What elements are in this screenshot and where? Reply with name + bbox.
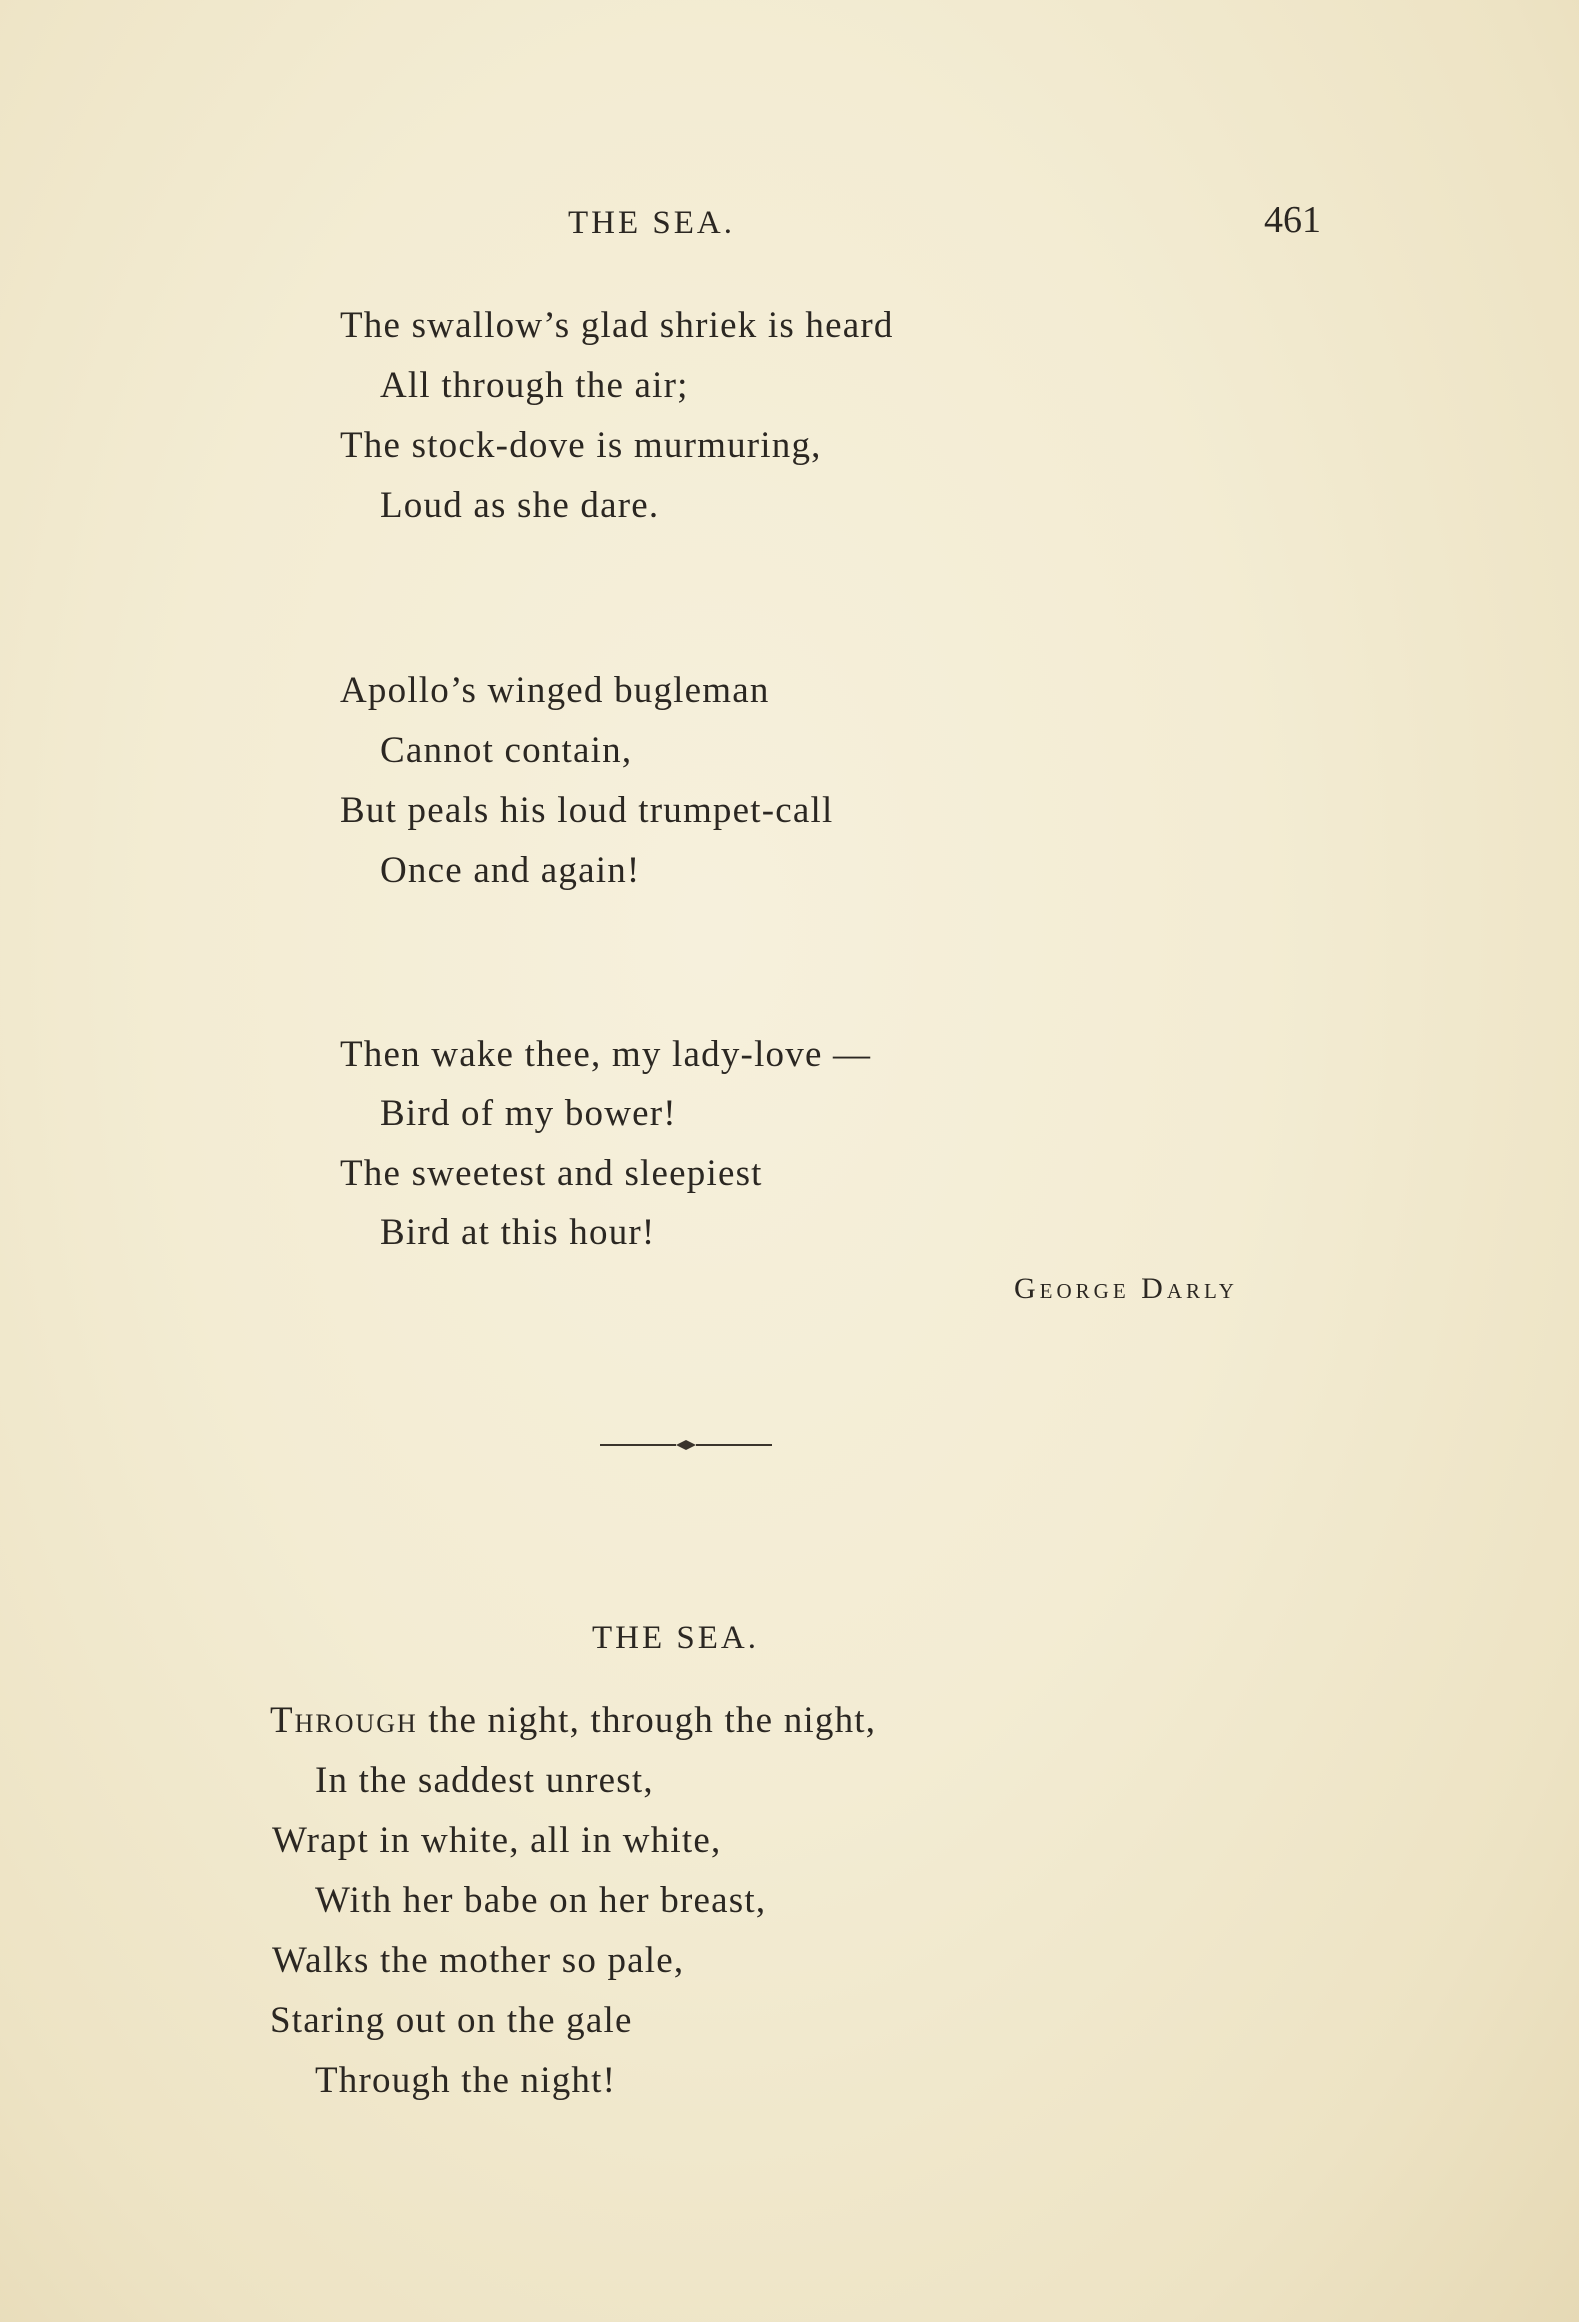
poem-first-word: Through	[270, 1700, 418, 1741]
section-divider-ornament	[600, 1438, 772, 1452]
page-number: 461	[1264, 199, 1321, 241]
poem-line: In the saddest unrest,	[315, 1760, 654, 1801]
poem-title: THE SEA.	[592, 1620, 759, 1656]
poem-line: Staring out on the gale	[270, 2000, 633, 2041]
running-title: THE SEA.	[568, 205, 735, 241]
poem-line: With her babe on her breast,	[315, 1880, 767, 1921]
poem-line: Through the night!	[315, 2060, 617, 2101]
poem-line: The sweetest and sleepiest	[340, 1153, 763, 1194]
poem-line: The stock-dove is murmuring,	[340, 425, 822, 466]
poem-line: All through the air;	[380, 365, 689, 406]
poem-line: Bird at this hour!	[380, 1212, 656, 1253]
poem-line: Loud as she dare.	[380, 485, 660, 526]
poem-attribution: George Darly	[1014, 1272, 1238, 1305]
poem-line: Apollo’s winged bugleman	[340, 670, 770, 711]
poem-line: Cannot contain,	[380, 730, 633, 771]
poem-line: Walks the mother so pale,	[272, 1940, 685, 1981]
poem-line: Then wake thee, my lady-love —	[340, 1034, 872, 1075]
poem-line	[270, 1702, 876, 1739]
poem-line: The swallow’s glad shriek is heard	[340, 305, 894, 346]
poem-line: Once and again!	[380, 850, 641, 891]
poem-line: Bird of my bower!	[380, 1093, 677, 1134]
poem-first-line-rest: the night, through the night,	[417, 1700, 877, 1741]
poem-line: Wrapt in white, all in white,	[272, 1820, 722, 1861]
poem-line: But peals his loud trumpet-call	[340, 790, 834, 831]
